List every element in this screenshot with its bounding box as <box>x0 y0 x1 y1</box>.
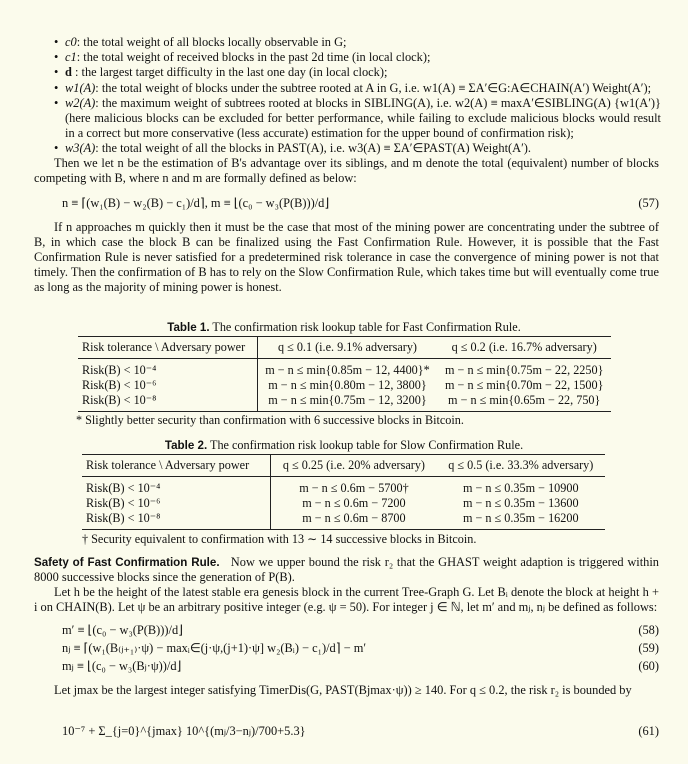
equation-61-number: (61) <box>638 724 659 738</box>
table-cell: Risk(B) < 10⁻⁶ <box>82 496 271 511</box>
equation-60 <box>34 659 659 677</box>
equation-57-body: n ≡ ⌈(w₁(B) − w₂(B) − c₁)/d⌉, m ≡ ⌊(c₀ − w₃(P(B)))/d⌋ <box>62 196 330 210</box>
table2-caption-text: The confirmation risk lookup table for Slow Confirmation Rule. <box>210 438 524 452</box>
bullet-c1: • c1: the total weight of received blocks in the past 2d time (in local clock); <box>55 50 661 65</box>
bullet-symbol: d <box>65 65 72 80</box>
equation-59 <box>34 641 659 659</box>
paragraph-jmax: Let jmax be the largest integer satisfying TimerDis(G, PAST(Bjmax·ψ)) ≥ 140. For q ≤ 0.2, the risk r₂ is bounded by <box>54 683 632 697</box>
table1-header-row <box>78 337 611 359</box>
table1-label: Table 1. <box>167 321 210 334</box>
table-cell: m − n ≤ min{0.70m − 22, 1500} <box>445 378 604 392</box>
table-cell: m − n ≤ min{0.85m − 12, 4400}* <box>265 363 430 377</box>
table-row <box>78 393 611 412</box>
table-cell: m − n ≤ min{0.65m − 22, 750} <box>448 393 601 407</box>
paragraph-n-m-intro: Then we let n be the estimation of B's advantage over its siblings, and m denote the total (equivalent) number of blocks competing with B, where n and m are formally defined as below: <box>34 156 659 185</box>
bullet-text: the total weight of received blocks in the past 2d time (in local clock); <box>83 50 431 65</box>
bullet-d: • d : the largest target difficulty in the last one day (in local clock); <box>55 65 661 80</box>
table2-footnote: † Security equivalent to confirmation with 13 ∼ 14 successive blocks in Bitcoin. <box>82 532 477 546</box>
equation-60-body: mⱼ ≡ ⌊(c₀ − w₃(Bⱼ·ψ))/d⌋ <box>62 659 182 673</box>
table2-header-cell: Risk tolerance \ Adversary power <box>82 455 271 477</box>
bullet-symbol: c0 <box>65 35 77 49</box>
table-row <box>78 359 611 379</box>
bullet-text: the maximum weight of subtrees rooted at blocks in SIBLING(A), i.e. w2(A) ≡ maxA′∈SIBLING(A) {w1(A′)} (here malicious blocks can be excluded for better performance, while failing to exclude malicious blocks would result in a correct but more conservative (less accurate) estimation for the upper bound of confirmation risk); <box>65 95 661 141</box>
table2 <box>82 454 605 530</box>
section-text: Now we upper bound the risk r₂ that the GHAST weight adaption is triggered within 8000 successive blocks since the generation of P(B). <box>34 555 659 584</box>
table-cell: m − n ≤ 0.6m − 5700† <box>299 481 409 495</box>
bullet-w1: • w1(A): the total weight of blocks under the subtree rooted at A in G, i.e. w1(A) ≡ ΣA′∈G:A∈CHAIN(A′) Weight(A′); <box>55 81 661 96</box>
bullet-symbol: w3(A) <box>65 141 96 156</box>
section-heading: Safety of Fast Confirmation Rule. <box>34 556 220 569</box>
table-cell: Risk(B) < 10⁻⁶ <box>78 378 257 393</box>
equation-59-number: (59) <box>638 641 659 655</box>
paragraph-fast-slow: If n approaches m quickly then it must be the case that most of the mining power are concentrating under the subtree of B, in which case the block B can be finalized using the Fast Confirmation Rule. However, it is possible that the Fast Confirmation Rule is never satisfied for a predetermined risk tolerance in case the convergence of mining power is not that timely. Then the confirmation of B has to rely on the Slow Confirmation Rule, which takes time but will eventually come true as long as the majority of mining power is honest. <box>34 220 659 294</box>
table2-caption <box>0 438 688 453</box>
table2-label: Table 2. <box>164 439 208 452</box>
table-cell: m − n ≤ 0.6m − 7200 <box>302 496 406 510</box>
table-row <box>82 477 605 497</box>
equation-57-number: (57) <box>638 196 659 210</box>
equation-61 <box>34 724 659 742</box>
table-row <box>78 378 611 393</box>
section-safety-fast <box>34 555 659 585</box>
equation-60-number: (60) <box>638 659 659 673</box>
bullet-symbol: w1(A) <box>65 80 96 95</box>
table2-header-row <box>82 455 605 477</box>
table1-caption-text: The confirmation risk lookup table for Fast Confirmation Rule. <box>212 320 521 334</box>
bullet-text: the total weight of all blocks locally observable in G; <box>83 35 347 49</box>
equation-59-body: nⱼ ≡ ⌈(w₁(B₍ⱼ₊₁₎·ψ) − maxᵢ∈(j·ψ,(j+1)·ψ] w₂(Bᵢ) − c₁)/d⌉ − m′ <box>62 641 367 655</box>
table-cell: m − n ≤ min{0.75m − 22, 2250} <box>445 363 604 377</box>
paragraph-definitions: Let h be the height of the latest stable era genesis block in the current Tree-Graph G. Let Bᵢ denote the block at height h + i on CHAIN(B). Let ψ be an arbitrary positive integer (e.g. ψ = 50). For integer j ∈ ℕ, let m′ and mⱼ, nⱼ be defined as follows: <box>34 585 659 614</box>
table-cell: m − n ≤ 0.35m − 10900 <box>462 481 579 495</box>
table1-header-cell: q ≤ 0.1 (i.e. 9.1% adversary) <box>277 340 417 354</box>
table1-header-cell: Risk tolerance \ Adversary power <box>78 337 257 359</box>
table-cell: Risk(B) < 10⁻⁸ <box>82 511 271 530</box>
table-cell: m − n ≤ min{0.80m − 12, 3800} <box>268 378 427 392</box>
bullet-w2: • w2(A): the maximum weight of subtrees rooted at blocks in SIBLING(A), i.e. w2(A) ≡ maxA′∈SIBLING(A) {w1(A′)} (here malicious blocks can be excluded for better performance, while failing to exclude malicious blocks would result in a correct but more conservative (less accurate) estimation for the upper bound of confirmation risk); <box>55 96 661 142</box>
table2-header-cell: q ≤ 0.25 (i.e. 20% adversary) <box>282 458 425 472</box>
table2-header-cell: q ≤ 0.5 (i.e. 33.3% adversary) <box>448 458 594 472</box>
bullet-symbol: w2(A) <box>65 95 96 110</box>
equation-57 <box>34 196 659 214</box>
table1-header-cell: q ≤ 0.2 (i.e. 16.7% adversary) <box>451 340 597 354</box>
bullet-text: the total weight of blocks under the subtree rooted at A in G, i.e. w1(A) ≡ ΣA′∈G:A∈CHAIN(A′) Weight(A′); <box>101 80 652 95</box>
table-row <box>82 511 605 530</box>
bullet-w3: • w3(A): the total weight of all the blocks in PAST(A), i.e. w3(A) ≡ ΣA′∈PAST(A) Weight(A′). <box>55 141 661 156</box>
table-cell: Risk(B) < 10⁻⁸ <box>78 393 257 412</box>
table1 <box>78 336 611 412</box>
equation-58-number: (58) <box>638 623 659 637</box>
bullet-c0: • c0: the total weight of all blocks locally observable in G; <box>55 35 661 50</box>
definition-list <box>55 35 661 157</box>
equation-58 <box>34 623 659 641</box>
bullet-text: the total weight of all the blocks in PAST(A), i.e. w3(A) ≡ ΣA′∈PAST(A) Weight(A′). <box>101 141 532 156</box>
table1-caption <box>0 320 688 335</box>
bullet-text: the largest target difficulty in the last one day (in local clock); <box>81 65 388 80</box>
bullet-symbol: c1 <box>65 50 77 65</box>
table-cell: m − n ≤ min{0.75m − 12, 3200} <box>268 393 427 407</box>
table-cell: m − n ≤ 0.6m − 8700 <box>302 511 406 525</box>
equation-58-body: m′ ≡ ⌊(c₀ − w₃(P(B)))/d⌋ <box>62 623 184 637</box>
table-cell: m − n ≤ 0.35m − 13600 <box>462 496 579 510</box>
table-row <box>82 496 605 511</box>
equation-61-body: 10⁻⁷ + Σ_{j=0}^{jmax} 10^{(mⱼ/3−nⱼ)/700+5.3} <box>62 724 306 738</box>
table1-footnote: * Slightly better security than confirmation with 6 successive blocks in Bitcoin. <box>76 413 464 427</box>
table-cell: Risk(B) < 10⁻⁴ <box>82 477 271 497</box>
table-cell: m − n ≤ 0.35m − 16200 <box>462 511 579 525</box>
table-cell: Risk(B) < 10⁻⁴ <box>78 359 257 379</box>
